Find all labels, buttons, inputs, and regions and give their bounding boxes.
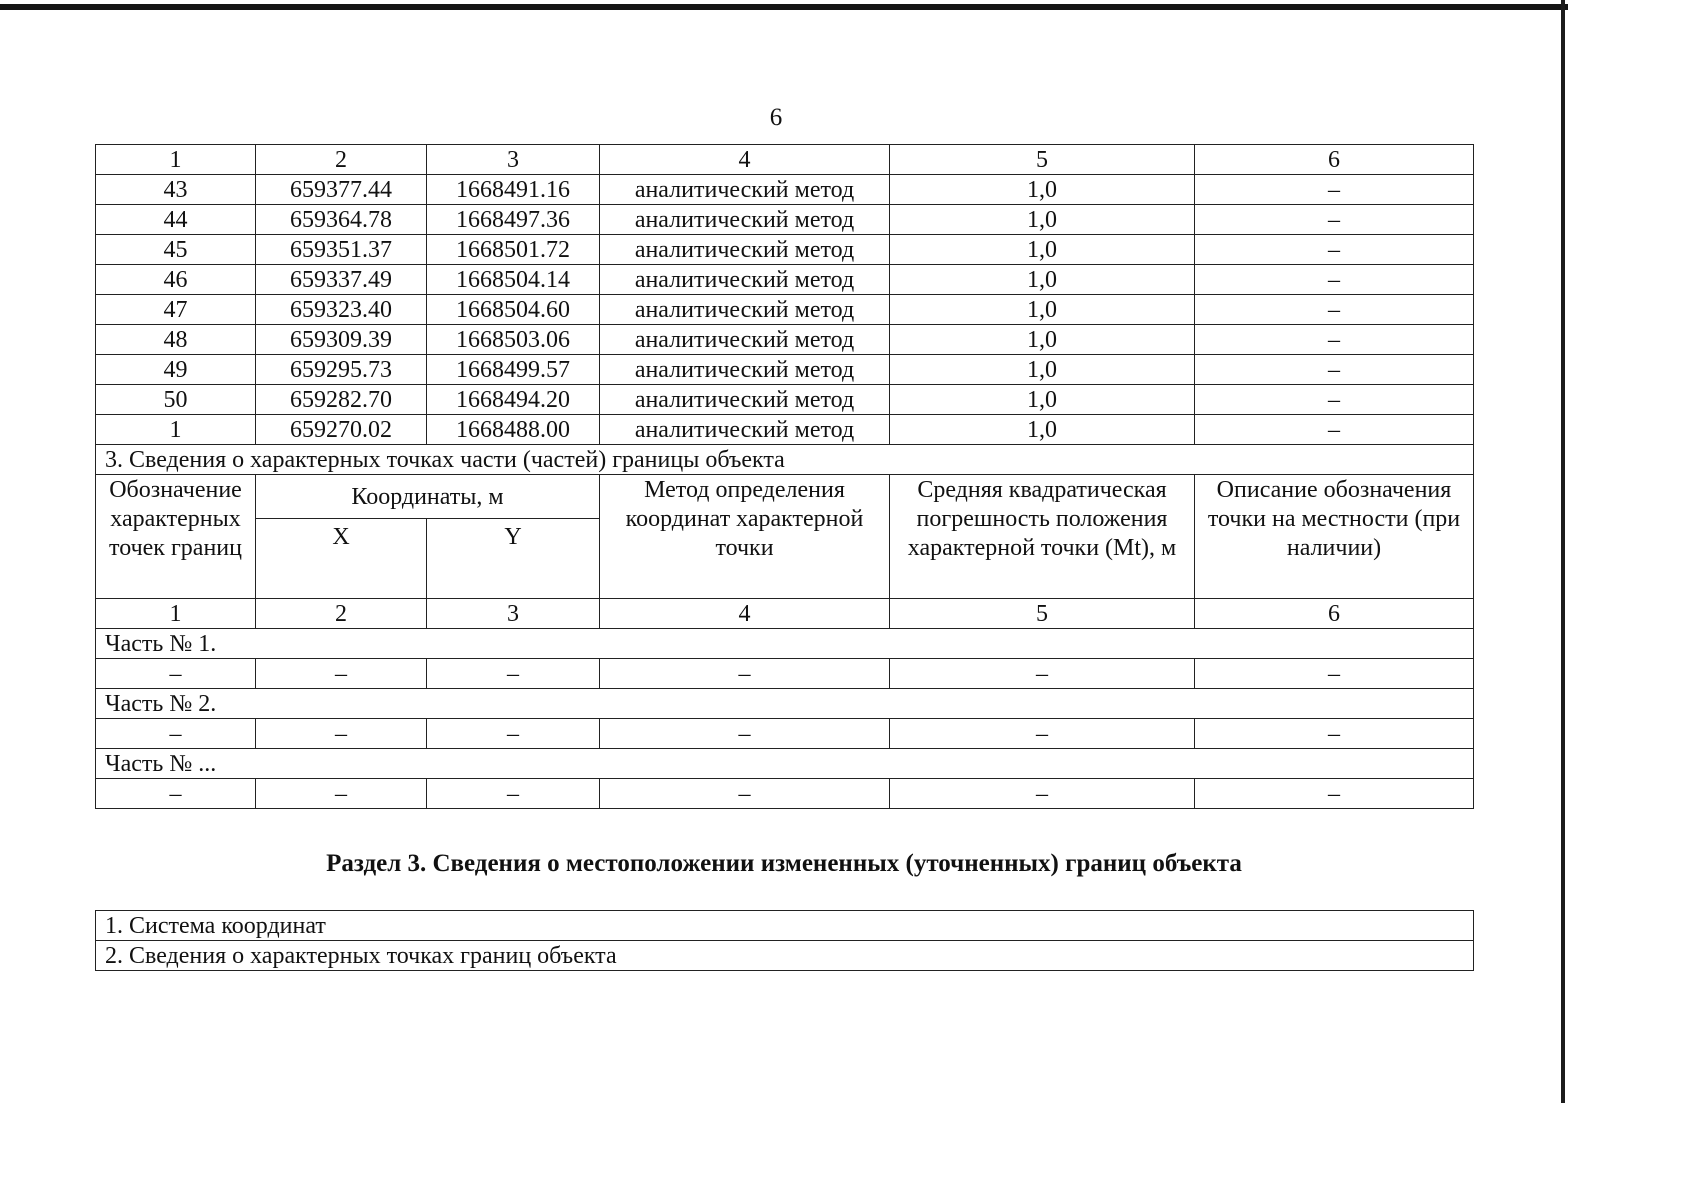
x-coordinate-cell: 659270.02	[256, 415, 427, 445]
column-number-cell: 3	[427, 145, 600, 175]
method-cell: аналитический метод	[600, 325, 890, 355]
header-y: Y	[427, 519, 600, 599]
table-row	[96, 941, 1474, 971]
mt-cell: 1,0	[890, 175, 1195, 205]
part-label: Часть № ...	[96, 749, 1474, 779]
x-coordinate-cell: 659364.78	[256, 205, 427, 235]
table-row	[96, 265, 1474, 295]
table-row	[96, 205, 1474, 235]
header-x: X	[256, 519, 427, 599]
mt-cell: 1,0	[890, 295, 1195, 325]
table-row	[96, 175, 1474, 205]
dash-cell: –	[1195, 659, 1474, 689]
description-cell: –	[1195, 415, 1474, 445]
description-cell: –	[1195, 235, 1474, 265]
point-id-cell: 1	[96, 415, 256, 445]
method-cell: аналитический метод	[600, 265, 890, 295]
column-number-cell: 4	[600, 145, 890, 175]
column-number-cell: 5	[890, 145, 1195, 175]
dash-cell: –	[256, 779, 427, 809]
dash-cell: –	[890, 659, 1195, 689]
table-row	[96, 385, 1474, 415]
y-coordinate-cell: 1668494.20	[427, 385, 600, 415]
y-coordinate-cell: 1668491.16	[427, 175, 600, 205]
header-point-designation: Обозначение характерных точек границ	[96, 475, 256, 599]
dash-cell: –	[96, 779, 256, 809]
column-number-cell: 6	[1195, 599, 1474, 629]
dash-cell: –	[890, 719, 1195, 749]
part-label-row	[96, 629, 1474, 659]
part-label-row	[96, 749, 1474, 779]
point-id-cell: 47	[96, 295, 256, 325]
subsection-title: 3. Сведения о характерных точках части (частей) границы объекта	[96, 445, 1474, 475]
method-cell: аналитический метод	[600, 415, 890, 445]
column-number-cell: 1	[96, 599, 256, 629]
top-border-line	[0, 4, 1568, 10]
table-row	[96, 719, 1474, 749]
description-cell: –	[1195, 175, 1474, 205]
part-label-row	[96, 689, 1474, 719]
mt-cell: 1,0	[890, 265, 1195, 295]
point-id-cell: 49	[96, 355, 256, 385]
method-cell: аналитический метод	[600, 175, 890, 205]
description-cell: –	[1195, 205, 1474, 235]
header-method: Метод определения координат характерной точки	[600, 475, 890, 599]
y-coordinate-cell: 1668504.60	[427, 295, 600, 325]
mt-cell: 1,0	[890, 205, 1195, 235]
description-cell: –	[1195, 265, 1474, 295]
dash-cell: –	[600, 719, 890, 749]
method-cell: аналитический метод	[600, 205, 890, 235]
point-id-cell: 43	[96, 175, 256, 205]
column-number-row	[96, 145, 1474, 175]
column-number-cell: 2	[256, 145, 427, 175]
table-row	[96, 779, 1474, 809]
dash-cell: –	[890, 779, 1195, 809]
description-cell: –	[1195, 355, 1474, 385]
x-coordinate-cell: 659377.44	[256, 175, 427, 205]
header-description: Описание обозначения точки на местности (при наличии)	[1195, 475, 1474, 599]
y-coordinate-cell: 1668499.57	[427, 355, 600, 385]
y-coordinate-cell: 1668501.72	[427, 235, 600, 265]
column-number-cell: 2	[256, 599, 427, 629]
section-3-table	[95, 910, 1474, 971]
column-number-row	[96, 599, 1474, 629]
point-id-cell: 48	[96, 325, 256, 355]
dash-cell: –	[427, 719, 600, 749]
point-id-cell: 45	[96, 235, 256, 265]
header-row	[96, 475, 1474, 519]
dash-cell: –	[427, 659, 600, 689]
point-id-cell: 44	[96, 205, 256, 235]
table-row	[96, 295, 1474, 325]
coordinates-table	[95, 144, 1474, 809]
dash-cell: –	[600, 779, 890, 809]
section-3-title: Раздел 3. Сведения о местоположении измененных (уточненных) границ объекта	[326, 850, 1242, 877]
method-cell: аналитический метод	[600, 295, 890, 325]
table-row	[96, 355, 1474, 385]
table-row	[96, 235, 1474, 265]
mt-cell: 1,0	[890, 415, 1195, 445]
method-cell: аналитический метод	[600, 385, 890, 415]
method-cell: аналитический метод	[600, 355, 890, 385]
coordinate-system-row: 1. Система координат	[96, 911, 1474, 941]
mt-cell: 1,0	[890, 235, 1195, 265]
description-cell: –	[1195, 295, 1474, 325]
part-label: Часть № 2.	[96, 689, 1474, 719]
subsection-row	[96, 445, 1474, 475]
y-coordinate-cell: 1668503.06	[427, 325, 600, 355]
dash-cell: –	[256, 659, 427, 689]
page-number: 6	[769, 104, 783, 131]
table-row	[96, 911, 1474, 941]
dash-cell: –	[96, 719, 256, 749]
boundary-points-row: 2. Сведения о характерных точках границ объекта	[96, 941, 1474, 971]
column-number-cell: 3	[427, 599, 600, 629]
column-number-cell: 4	[600, 599, 890, 629]
dash-cell: –	[96, 659, 256, 689]
dash-cell: –	[256, 719, 427, 749]
table-row	[96, 659, 1474, 689]
y-coordinate-cell: 1668497.36	[427, 205, 600, 235]
method-cell: аналитический метод	[600, 235, 890, 265]
mt-cell: 1,0	[890, 385, 1195, 415]
point-id-cell: 50	[96, 385, 256, 415]
x-coordinate-cell: 659309.39	[256, 325, 427, 355]
part-label: Часть № 1.	[96, 629, 1474, 659]
column-number-cell: 5	[890, 599, 1195, 629]
x-coordinate-cell: 659323.40	[256, 295, 427, 325]
right-border-line	[1561, 0, 1565, 1103]
dash-cell: –	[1195, 779, 1474, 809]
header-mt: Средняя квадратическая погрешность положения характерной точки (Mt), м	[890, 475, 1195, 599]
dash-cell: –	[600, 659, 890, 689]
header-coordinates: Координаты, м	[256, 475, 600, 519]
y-coordinate-cell: 1668504.14	[427, 265, 600, 295]
dash-cell: –	[427, 779, 600, 809]
x-coordinate-cell: 659295.73	[256, 355, 427, 385]
point-id-cell: 46	[96, 265, 256, 295]
mt-cell: 1,0	[890, 355, 1195, 385]
y-coordinate-cell: 1668488.00	[427, 415, 600, 445]
x-coordinate-cell: 659282.70	[256, 385, 427, 415]
mt-cell: 1,0	[890, 325, 1195, 355]
column-number-cell: 6	[1195, 145, 1474, 175]
table-row	[96, 415, 1474, 445]
table-row	[96, 325, 1474, 355]
description-cell: –	[1195, 325, 1474, 355]
description-cell: –	[1195, 385, 1474, 415]
column-number-cell: 1	[96, 145, 256, 175]
x-coordinate-cell: 659351.37	[256, 235, 427, 265]
dash-cell: –	[1195, 719, 1474, 749]
x-coordinate-cell: 659337.49	[256, 265, 427, 295]
